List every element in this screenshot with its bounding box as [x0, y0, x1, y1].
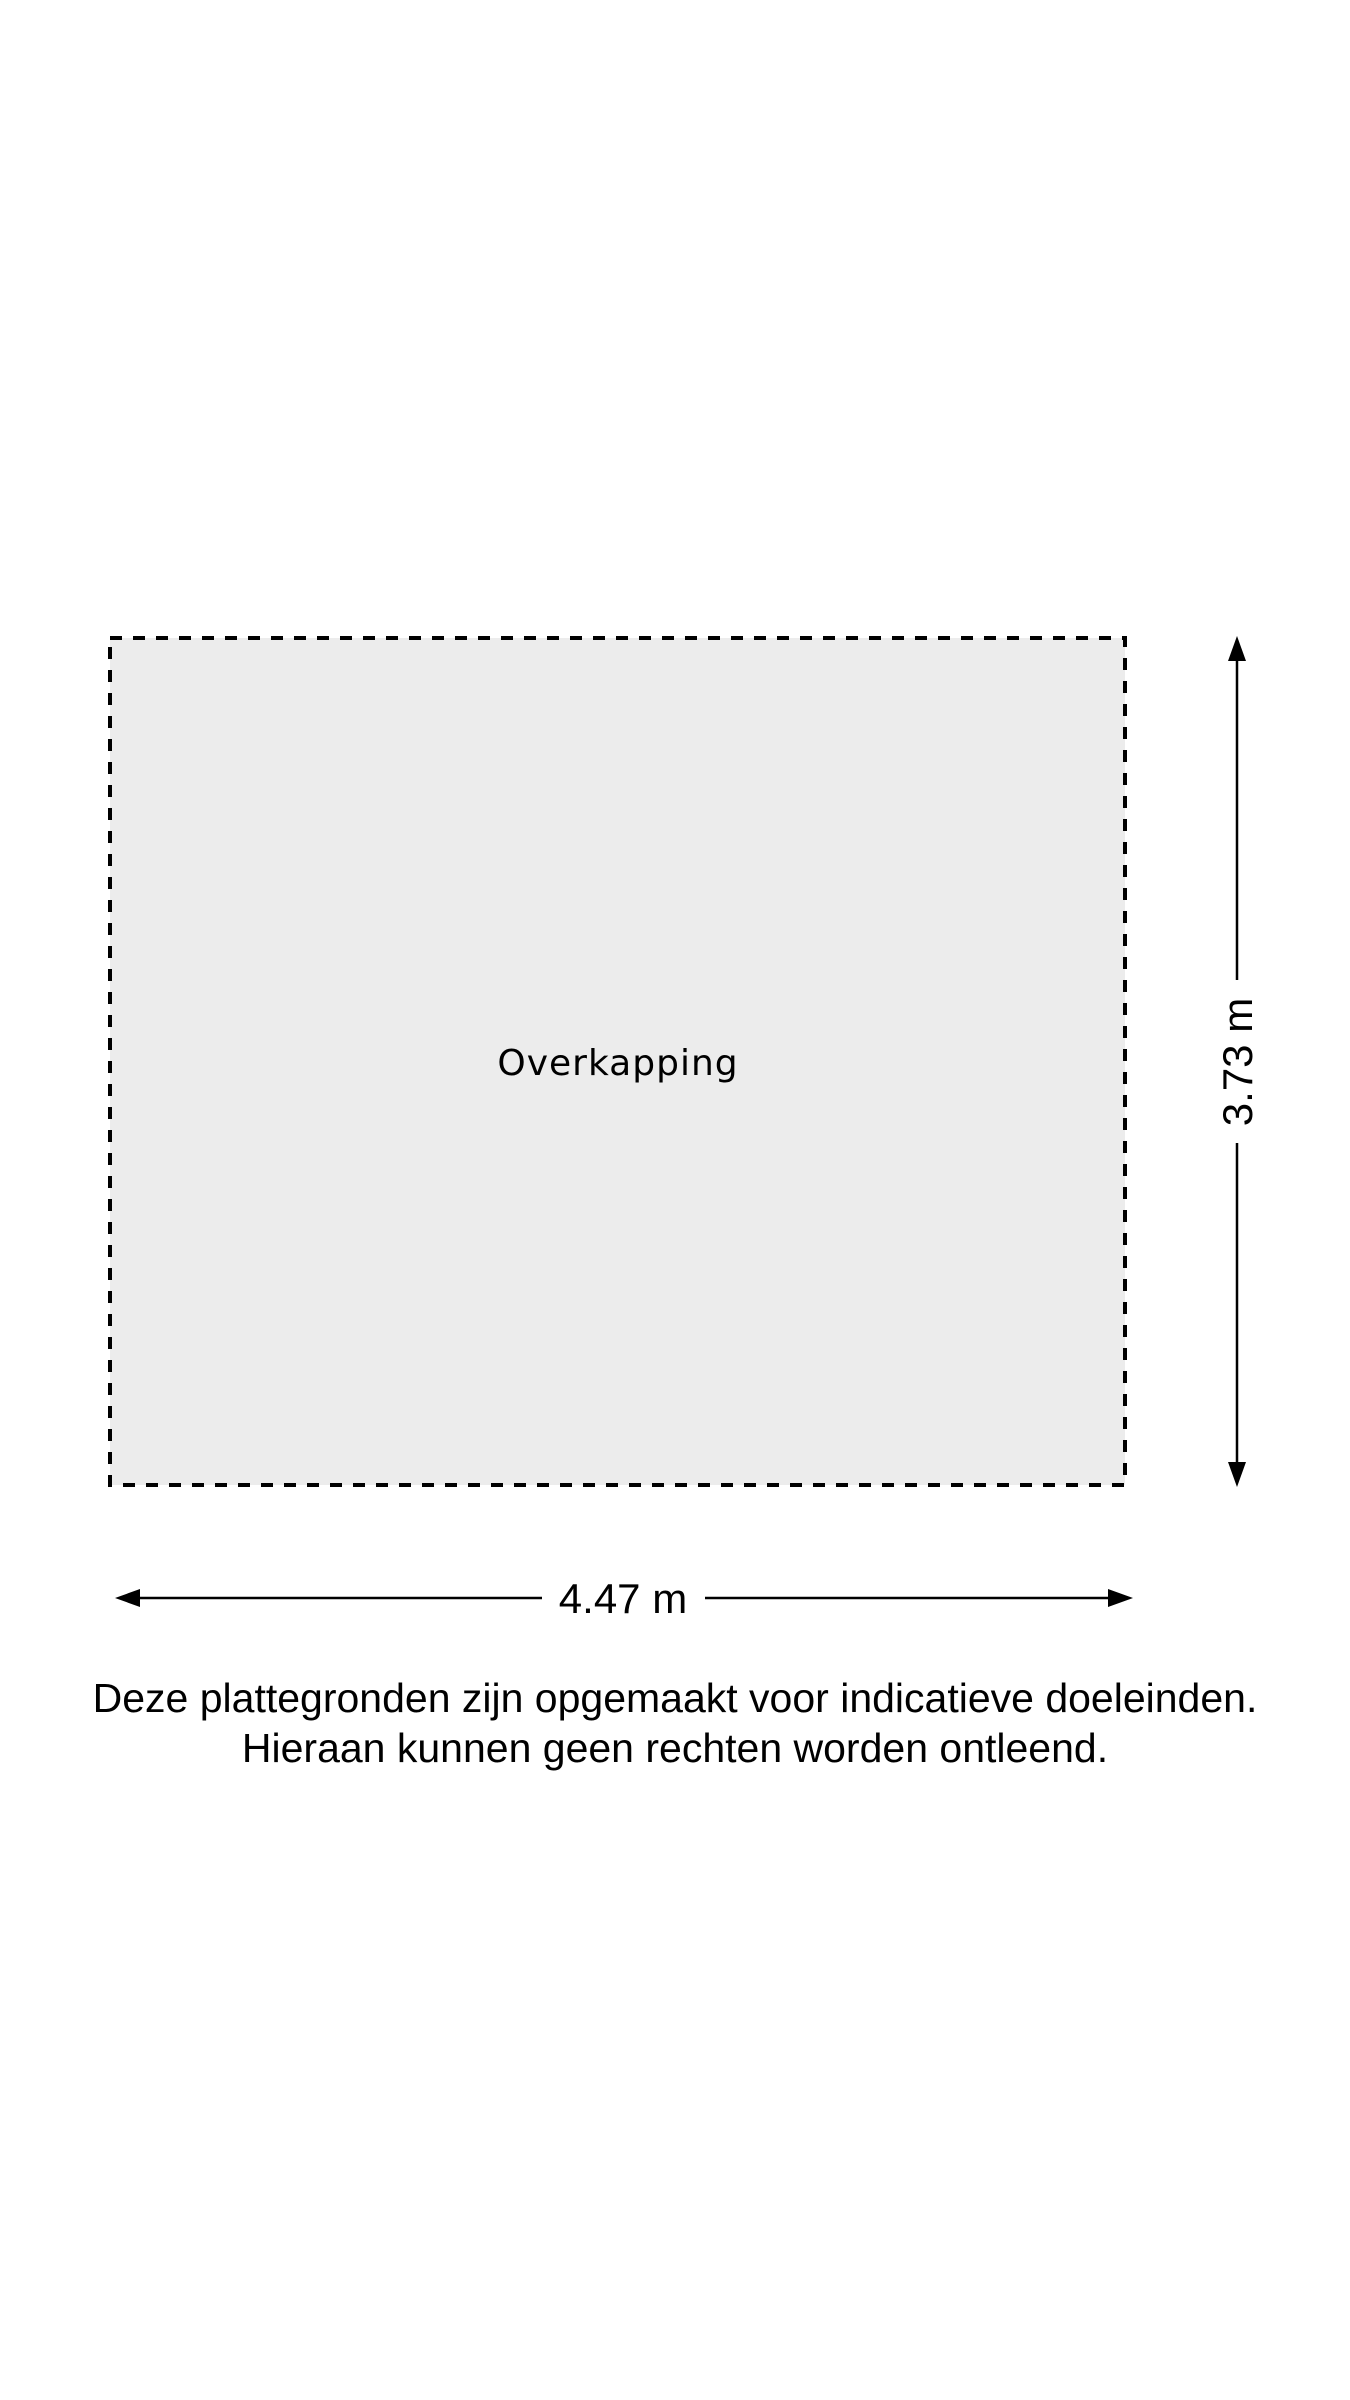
room-label: Overkapping	[497, 1043, 739, 1084]
width-dimension	[115, 1575, 1133, 1622]
width-label: 4.47 m	[558, 1575, 688, 1622]
width-arrow-left-icon	[115, 1589, 140, 1607]
height-dimension	[1214, 636, 1261, 1487]
height-arrow-bottom-icon	[1228, 1462, 1246, 1487]
width-arrow-right-icon	[1108, 1589, 1133, 1607]
disclaimer-line-2: Hieraan kunnen geen rechten worden ontleend.	[241, 1725, 1109, 1771]
disclaimer	[0, 1673, 1350, 1773]
height-arrow-top-icon	[1228, 636, 1246, 661]
disclaimer-line-1: Deze plattegronden zijn opgemaakt voor indicatieve doeleinden.	[92, 1675, 1258, 1721]
height-label: 3.73 m	[1214, 997, 1261, 1127]
